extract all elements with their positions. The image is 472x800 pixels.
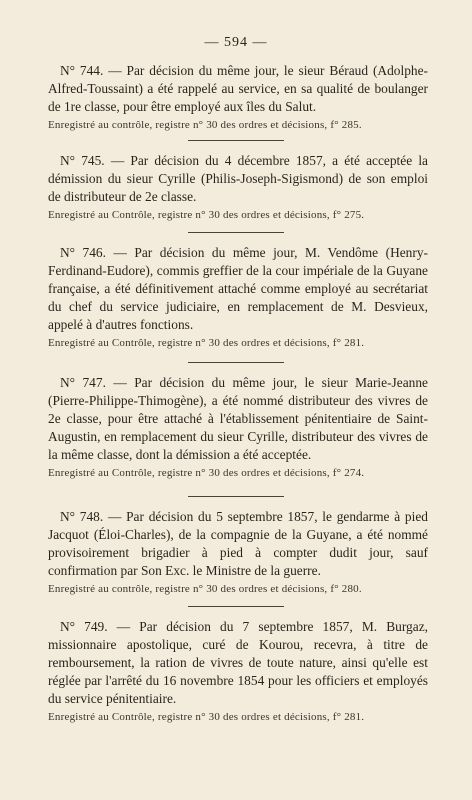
decision-entry-747	[48, 374, 428, 481]
separator-rule	[188, 606, 284, 607]
registration-note: Enregistré au Contrôle, registre n° 30 des ordres et décisions, f° 275.	[48, 209, 365, 221]
entry-text: N° 747. — Par décision du même jour, le sieur Marie-Jeanne (Pierre-Philippe-Thimogène), a été nommé distributeur des vivres de 2e classe, pour être attaché à l'établissement pénitentiaire de Saint-Augustin, en remplacement du sieur Cyrille, distributeur des vivres de la même classe, dont la démission a été acceptée.	[48, 375, 428, 462]
separator-rule	[188, 496, 284, 497]
registration-note: Enregistré au Contrôle, registre n° 30 des ordres et décisions, f° 281.	[48, 337, 365, 349]
registration-note: Enregistré au contrôle, registre n° 30 des ordres et décisions, f° 280.	[48, 583, 362, 595]
registration-note: Enregistré au Contrôle, registre n° 30 des ordres et décisions, f° 274.	[48, 467, 365, 479]
registration-note: Enregistré au Contrôle, registre n° 30 des ordres et décisions, f° 281.	[48, 711, 365, 723]
decision-entry-748	[48, 508, 428, 597]
decision-entry-746	[48, 244, 428, 351]
registration-note: Enregistré au contrôle, registre n° 30 des ordres et décisions, f° 285.	[48, 119, 362, 131]
separator-rule	[188, 362, 284, 363]
decision-entry-744	[48, 62, 428, 133]
page-number: — 594 —	[204, 35, 268, 50]
entry-text: N° 749. — Par décision du 7 septembre 1857, M. Burgaz, missionnaire apostolique, curé de Kourou, recevra, à titre de remboursement, la ration de vivres de toute nature, ainsi qu'elle est réglée par l'arrêté du 16 novembre 1854 pour les officiers et employés du service pénitentiaire.	[48, 619, 428, 706]
entry-text: N° 744. — Par décision du même jour, le sieur Béraud (Adolphe-Alfred-Toussaint) a été rappelé au service, en sa qualité de boulanger de 1re classe, pour être employé aux îles du Salut.	[48, 63, 428, 114]
entry-text: N° 748. — Par décision du 5 septembre 1857, le gendarme à pied Jacquot (Éloi-Charles), de la compagnie de la Guyane, a été nommé provisoirement brigadier à pied à compter dudit jour, sauf confirmation par Son Exc. le Ministre de la guerre.	[48, 509, 428, 578]
separator-rule	[188, 232, 284, 233]
decision-entry-749	[48, 618, 428, 725]
decision-entry-745	[48, 152, 428, 223]
entry-text: N° 746. — Par décision du même jour, M. Vendôme (Henry-Ferdinand-Eudore), commis greffier de la cour impériale de la Guyane française, a été définitivement attaché comme employé au secrétariat du chef du service judiciaire, en remplacement de M. Desvieux, appelé à d'autres fonctions.	[48, 245, 428, 332]
entry-text: N° 745. — Par décision du 4 décembre 1857, a été acceptée la démission du sieur Cyrille (Philis-Joseph-Sigismond) de son emploi de distributeur de 2e classe.	[48, 153, 428, 204]
separator-rule	[188, 140, 284, 141]
